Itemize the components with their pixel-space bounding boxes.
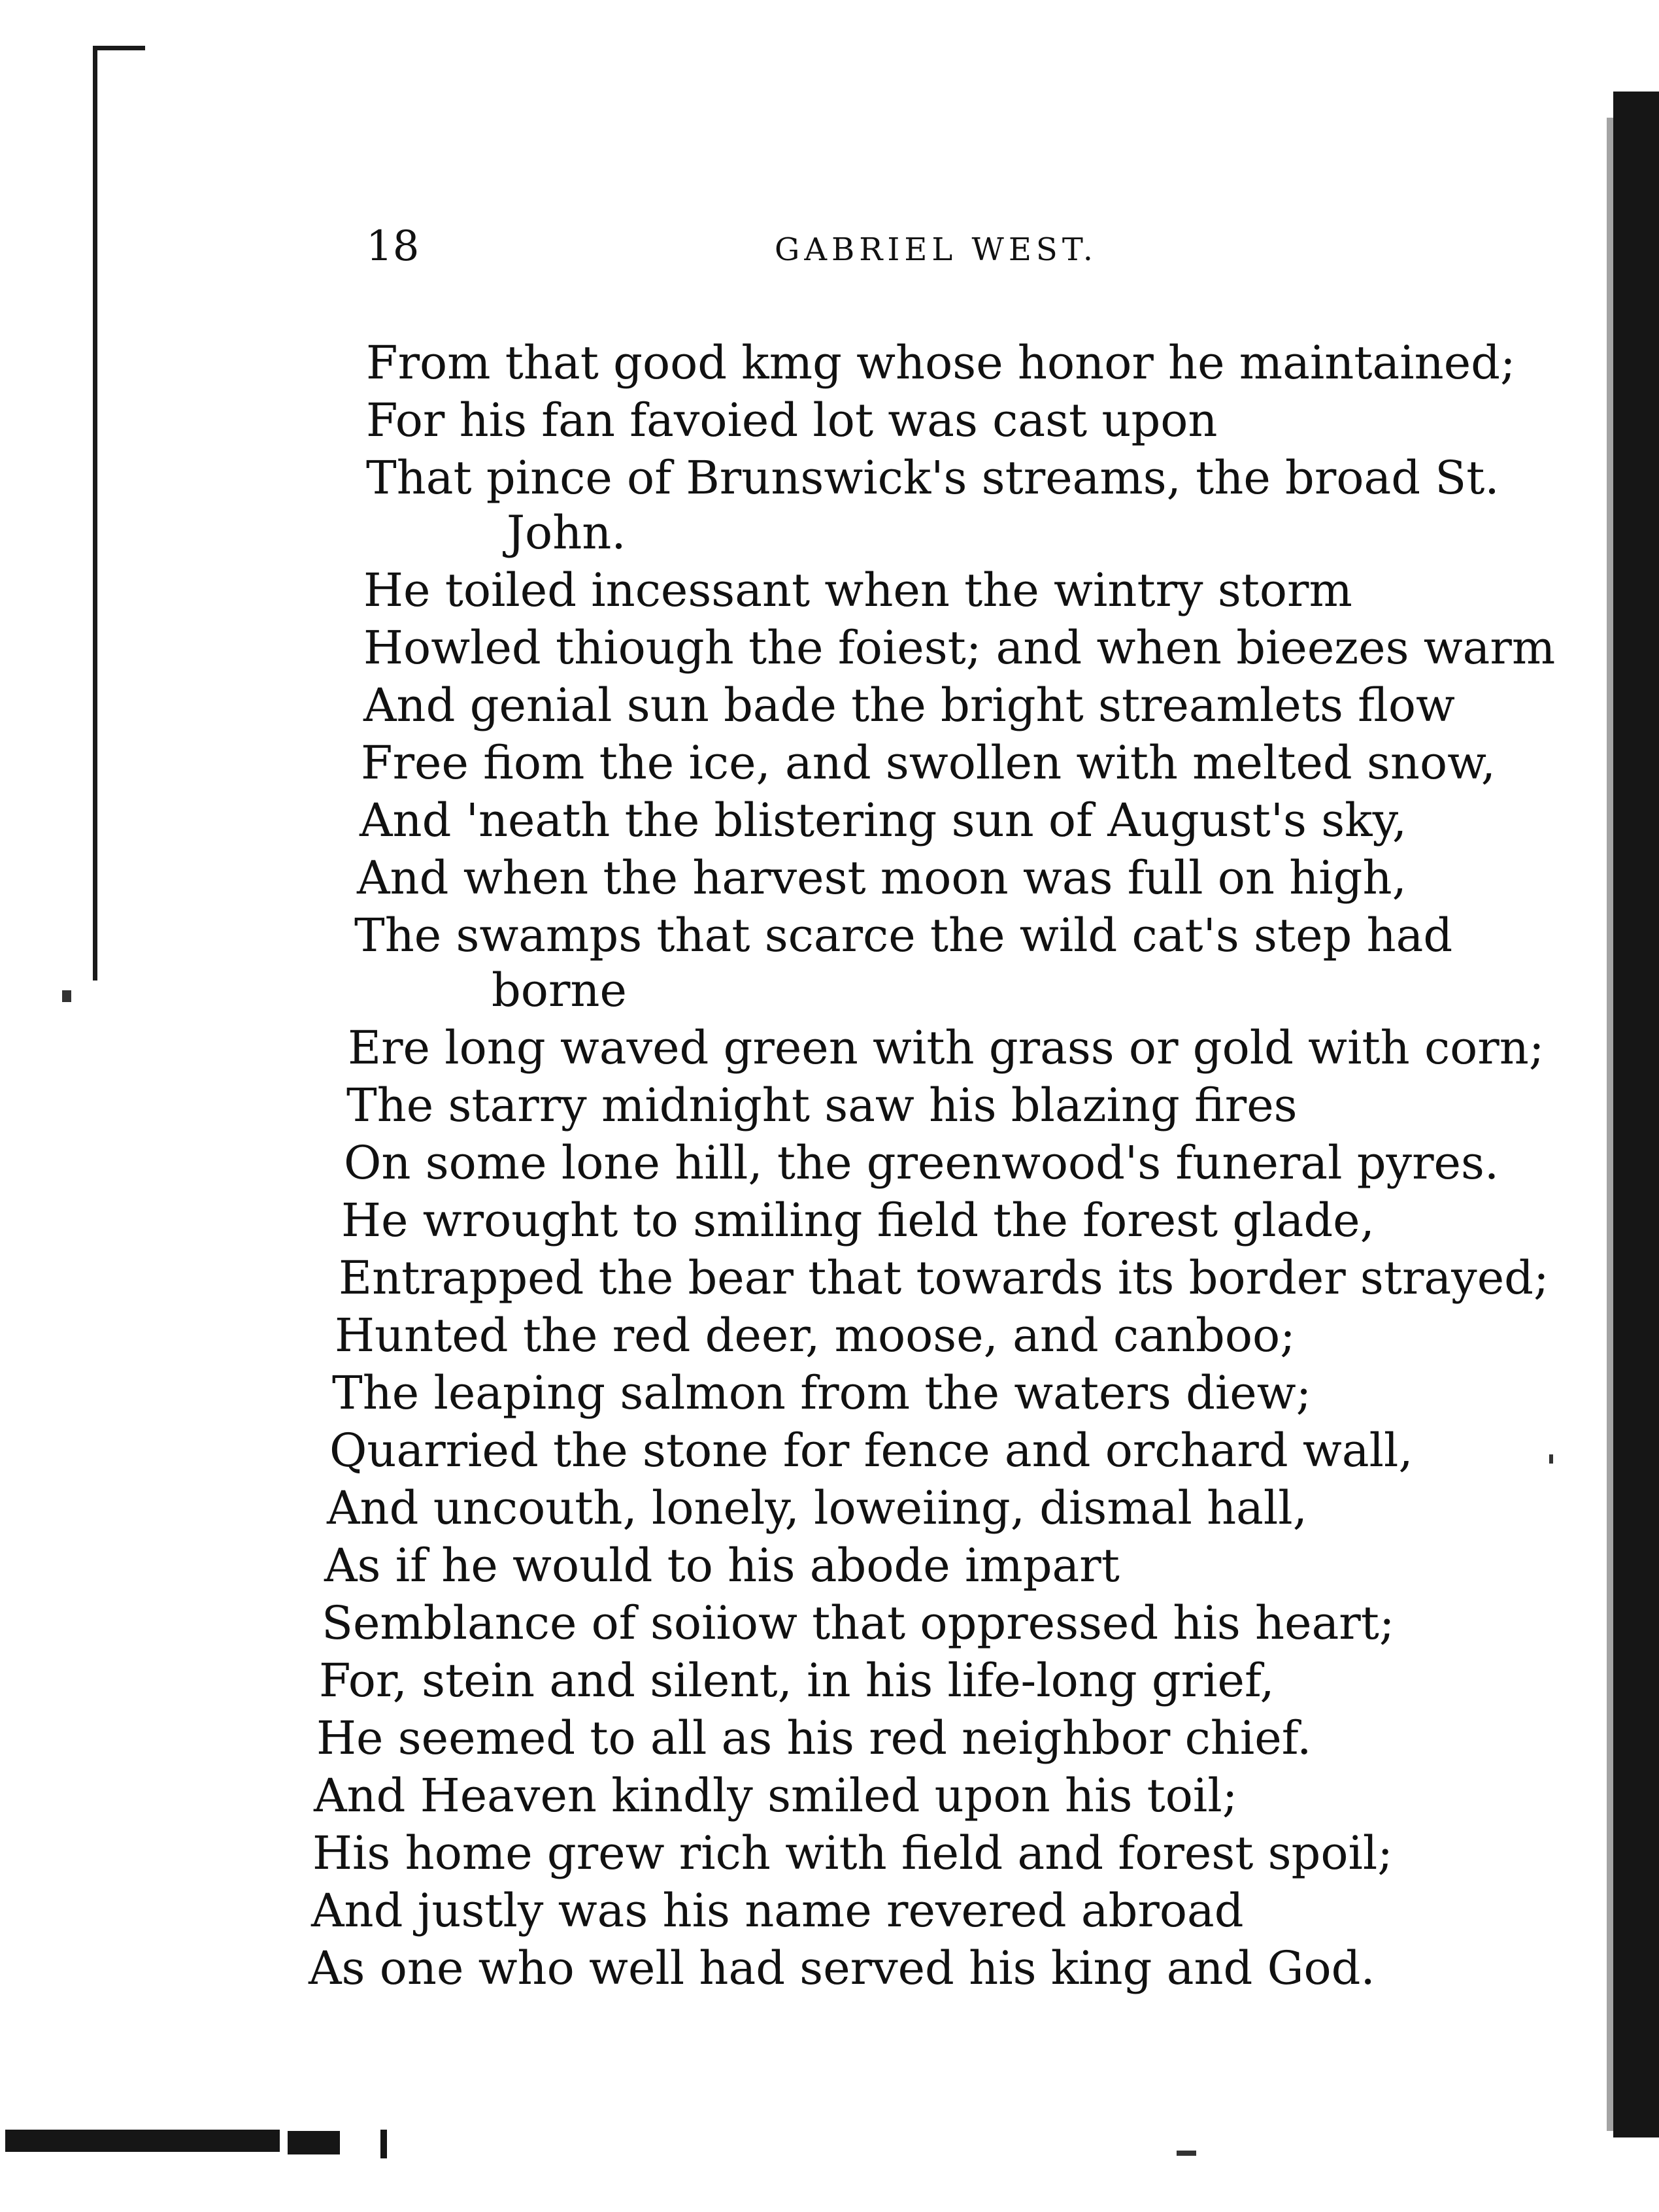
book-spine-shadow xyxy=(1613,92,1659,2137)
scan-speck xyxy=(1549,1454,1553,1464)
poem-line: John. xyxy=(507,506,626,560)
poem-line: As if he would to his abode impart xyxy=(324,1539,1120,1592)
poem-line: And when the harvest moon was full on high, xyxy=(357,851,1407,905)
poem-line: Ere long waved green with grass or gold with corn; xyxy=(348,1021,1545,1075)
scan-speck xyxy=(62,990,71,1002)
scan-speck xyxy=(1177,2151,1196,2156)
poem-line: His home grew rich with field and forest spoil; xyxy=(312,1826,1393,1880)
bottom-scan-artifact xyxy=(380,2130,387,2158)
poem-line: For his fan favoied lot was cast upon xyxy=(366,394,1218,447)
bottom-scan-artifact xyxy=(288,2131,340,2154)
poem-line: And justly was his name revered abroad xyxy=(311,1884,1244,1937)
poem-line: That pince of Brunswick's streams, the broad St. xyxy=(366,451,1500,505)
poem-line: For, stein and silent, in his life-long grief, xyxy=(319,1654,1275,1707)
left-margin-mark xyxy=(93,46,145,50)
page-number: 18 xyxy=(366,222,420,271)
poem-line: On some lone hill, the greenwood's funeral pyres. xyxy=(344,1136,1500,1190)
poem-line: The leaping salmon from the waters diew; xyxy=(332,1366,1312,1420)
poem-line: Semblance of soiiow that oppressed his heart; xyxy=(322,1596,1395,1650)
poem-line: Quarried the stone for fence and orchard wall, xyxy=(329,1424,1413,1477)
poem-line: And genial sun bade the bright streamlets flow xyxy=(363,679,1455,732)
poem-line: He toiled incessant when the wintry storm xyxy=(363,563,1352,617)
bottom-scan-artifact xyxy=(5,2130,280,2152)
poem-line: And uncouth, lonely, loweiing, dismal hall, xyxy=(327,1481,1307,1535)
poem-line: The starry midnight saw his blazing fires xyxy=(346,1079,1298,1132)
poem-line: Howled thiough the foiest; and when bieezes warm xyxy=(363,621,1556,675)
left-margin-rule xyxy=(93,46,97,980)
poem-line: And 'neath the blistering sun of August's sky, xyxy=(360,794,1407,847)
poem-line: As one who well had served his king and God. xyxy=(309,1941,1375,1995)
poem-line: From that good kmg whose honor he maintained; xyxy=(366,336,1516,390)
poem-line: The swamps that scarce the wild cat's step had xyxy=(354,909,1453,962)
poem-line: Hunted the red deer, moose, and canboo; xyxy=(335,1309,1296,1362)
poem-line: borne xyxy=(492,964,627,1017)
poem-line: He seemed to all as his red neighbor chief. xyxy=(316,1711,1312,1765)
poem-line: He wrought to smiling field the forest glade, xyxy=(341,1194,1375,1247)
poem-line: And Heaven kindly smiled upon his toil; xyxy=(314,1769,1238,1822)
poem-line: Free fiom the ice, and swollen with melted snow, xyxy=(361,736,1496,790)
spine-edge-shadow xyxy=(1607,118,1613,2131)
page-header xyxy=(0,222,1659,281)
poem-line: Entrapped the bear that towards its border strayed; xyxy=(339,1251,1549,1305)
running-head: GABRIEL WEST. xyxy=(775,231,1098,268)
